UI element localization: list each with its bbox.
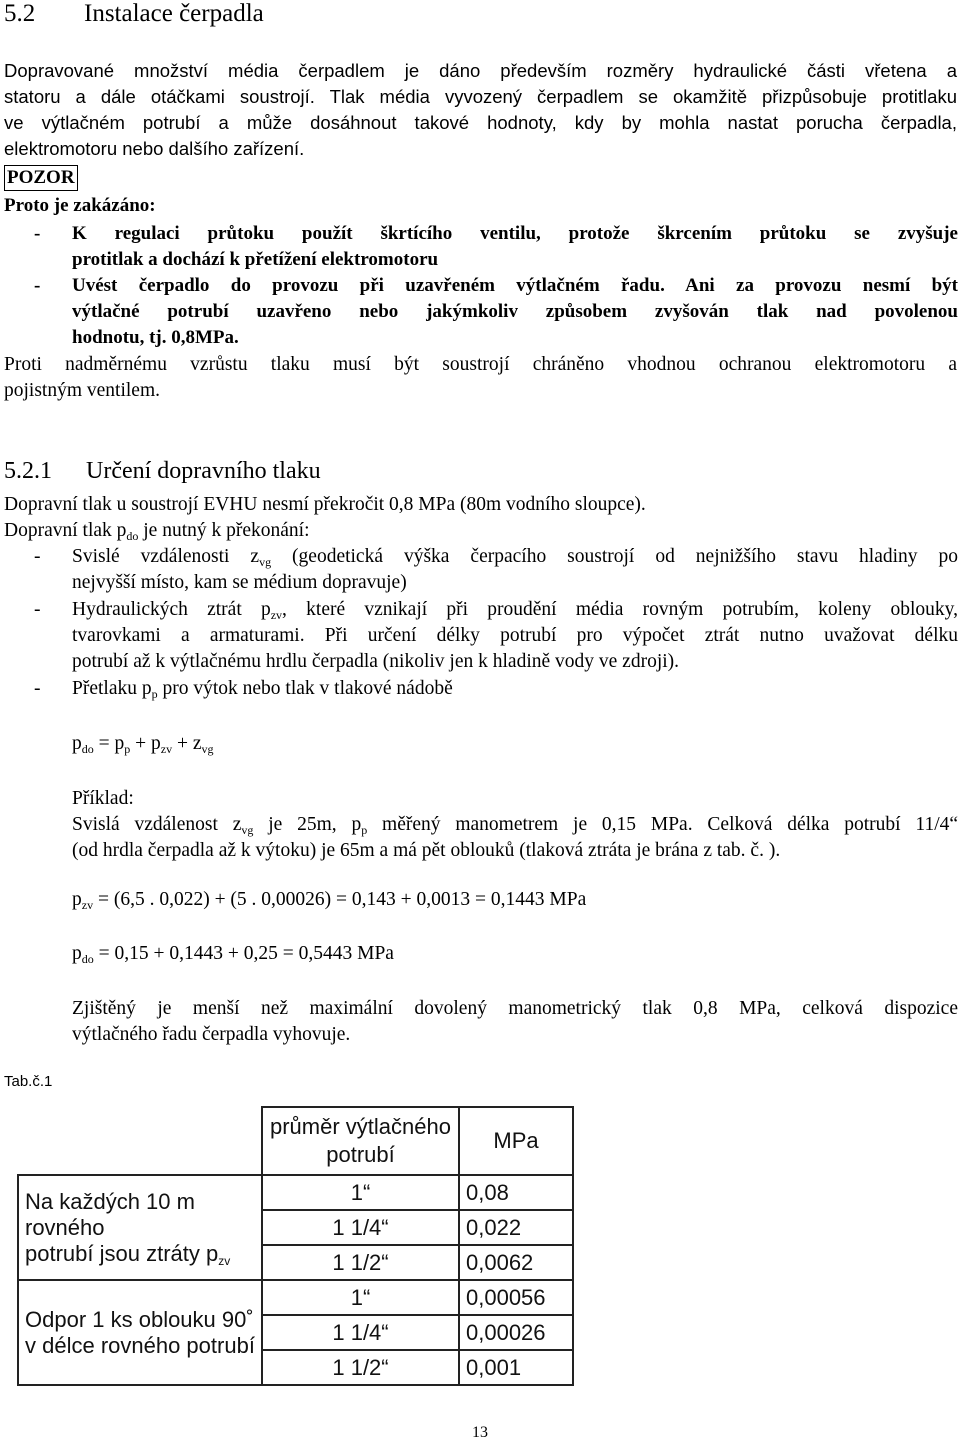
warning-heading: Proto je zakázáno: (4, 195, 156, 216)
calc-total: $p_{do} = 0,15 + 0,1443 + 0,25 = 0,5443$ MPa (72, 943, 394, 966)
table-cell-size: 1 1/4“ (262, 1210, 459, 1245)
table-header-unit: MPa (459, 1107, 573, 1175)
intro-line: statoru a dále otáčkami soustrojí. Tlak média vyvozený čerpadlem se okamžitě přizpůsobuje protitlaku (4, 86, 957, 107)
table-header-diameter: průměr výtlačného potrubí (262, 1107, 459, 1175)
page-number: 13 (472, 1424, 488, 1441)
pressure-formula: $p_{do} = p_p + p_{zv} + z_{vg}$ (72, 733, 214, 756)
calc-loss: $p_{zv} = (6,5$ . 0,022) + (5 . 0,00026) = 0,143 + 0,0013 = 0,1443 MPa (72, 889, 587, 912)
protection-paragraph: Proti nadměrnému vzrůstu tlaku musí být soustrojí chráněno vhodnou ochranou elektromotoru a pojistným ventilem. (4, 354, 957, 401)
table-cell-value: 0,08 (459, 1175, 573, 1210)
subsection-number: 5.2.1 (4, 458, 52, 484)
warning-label: POZOR (4, 165, 78, 191)
warning-item: - K regulaci průtoku použít škrtícího ventilu, protože škrcením průtoku se zvyšuje protitlak a dochází k přetížení elektromotoru (34, 223, 958, 270)
section-title: Instalace čerpadla (84, 0, 264, 27)
subsection-title: Určení dopravního tlaku (86, 458, 321, 484)
intro-line: Dopravované množství média čerpadlem je dáno především rozměry hydraulické části vřetena a (4, 60, 957, 81)
subsection-heading (4, 458, 321, 485)
table-cell-value: 0,022 (459, 1210, 573, 1245)
example-heading: Příklad: (72, 788, 134, 809)
table-group-straight: Na každých 10 m rovného potrubí jsou ztráty $p_{zv}$ (18, 1175, 262, 1280)
example-text: Svislá vzdálenost $z_{vg}$ je 25m, $p_p$ měřený manometrem je 0,15 MPa. Celková délka potrubí 11/4“ (od hrdla čerpadla až k výtoku) je 65m a má pět oblouků (tlaková ztráta je brána z tab. č. ). (72, 814, 959, 861)
pressure-limit-text: Dopravní tlak u soustrojí EVHU nesmí překročit 0,8 MPa (80m vodního sloupce). (4, 494, 646, 515)
table-cell-size: 1“ (262, 1175, 459, 1210)
table-cell-value: 0,0062 (459, 1245, 573, 1280)
intro-line: elektromotoru nebo dalšího zařízení. (4, 138, 305, 159)
table-cell-value: 0,00056 (459, 1280, 573, 1315)
component-item: - Hydraulických ztrát $p_{zv}$, které vznikají při proudění média rovným potrubím, koleny oblouky, tvarovkami a armaturami. Při určení délky potrubí pro výpočet ztrát nutno uvažovat délku potrubí až k výtlačnému hrdlu čerpadla (nikoliv jen k hladině vody ve zdroji). (34, 599, 958, 672)
table-label: Tab.č.1 (4, 1073, 53, 1090)
table-cell-size: 1 1/4“ (262, 1315, 459, 1350)
warning-item: - Uvést čerpadlo do provozu při uzavřeném výtlačném řadu. Ani za provozu nesmí být výtlačné potrubí uzavřeno nebo jakýmkoliv způsobem zvyšován tlak nad povolenou hodnotu, tj. 0,8MPa. (34, 275, 958, 348)
table-group-bend: Odpor 1 ks oblouku 90˚ v délce rovného potrubí (18, 1280, 262, 1385)
conclusion-text: Zjištěný je menší než maximální dovolený manometrický tlak 0,8 MPa, celková dispozice výtlačného řadu čerpadla vyhovuje. (72, 998, 958, 1045)
component-item: - Přetlaku $p_p$ pro výtok nebo tlak v tlakové nádobě (34, 678, 453, 701)
intro-paragraph (4, 58, 957, 162)
pressure-needed-text: Dopravní tlak $p_{do}$ je nutný k překonání: (4, 520, 310, 543)
component-item: - Svislé vzdálenosti $z_{vg}$ (geodetická výška čerpacího soustrojí od nejnižšího stavu hladiny po nejvyšší místo, kam se médium dopravuje) (34, 546, 958, 593)
table-cell-size: 1 1/2“ (262, 1350, 459, 1385)
table-cell-value: 0,001 (459, 1350, 573, 1385)
table-cell-value: 0,00026 (459, 1315, 573, 1350)
intro-line: ve výtlačném potrubí a může dosáhnout takové hodnoty, kdy by mohla nastat porucha čerpadla, (4, 112, 957, 133)
section-number: 5.2 (4, 0, 36, 27)
pressure-loss-table (17, 1106, 597, 1406)
table-cell-size: 1“ (262, 1280, 459, 1315)
table-cell-size: 1 1/2“ (262, 1245, 459, 1280)
section-heading (4, 0, 264, 28)
